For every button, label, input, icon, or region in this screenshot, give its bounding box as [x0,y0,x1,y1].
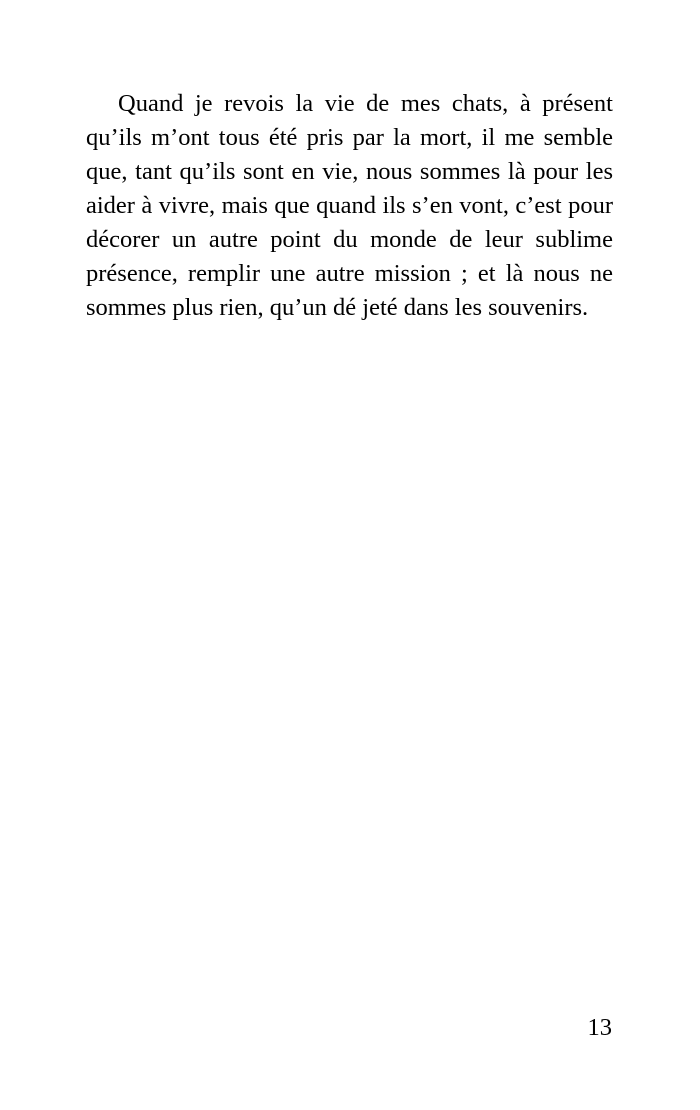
paragraph-line: aider à vivre, mais que quand ils s’en vont, c’est pour [86,192,613,219]
paragraph-line: présence, remplir une autre mission ; et là nous ne [86,260,613,287]
page-number: 13 [587,1014,612,1041]
paragraph-line: sommes plus rien, qu’un dé jeté dans les souvenirs. [86,294,589,321]
paragraph-line: Quand je revois la vie de mes chats, à présent [118,90,613,117]
paragraph-line: qu’ils m’ont tous été pris par la mort, il me semble [86,124,613,151]
body-paragraph [86,87,613,325]
paragraph-line: décorer un autre point du monde de leur sublime [86,226,613,253]
paragraph-line: que, tant qu’ils sont en vie, nous sommes là pour les [86,158,613,185]
